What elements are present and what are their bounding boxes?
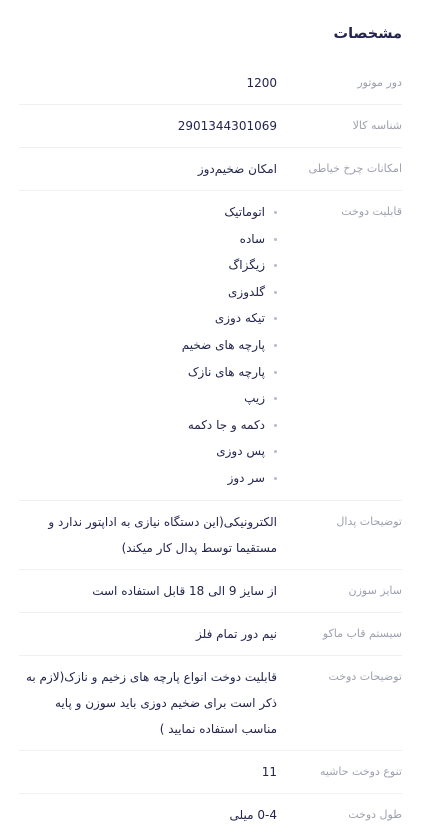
list-item: پارچه های ضخیم <box>19 332 277 359</box>
spec-label: دور موتور <box>357 76 402 89</box>
spec-value: 11 <box>261 764 277 779</box>
list-item: زیگزاگ <box>19 252 277 279</box>
list-item: سر دوز <box>19 465 277 492</box>
bullet-icon <box>274 291 277 294</box>
list-item: گلدوزی <box>19 279 277 306</box>
spec-value: 2901344301069 <box>177 119 277 133</box>
bullet-icon <box>274 344 277 347</box>
spec-value: امکان ضخیم‌دوز <box>197 162 277 176</box>
spec-row-needle-size <box>19 570 402 613</box>
spec-label: سیستم قاب ماکو <box>322 626 402 640</box>
list-item: پارچه های نازک <box>19 359 277 386</box>
spec-row-stitch-desc <box>19 656 402 751</box>
spec-label: شناسه کالا <box>352 119 402 132</box>
bullet-icon <box>274 264 277 267</box>
bullet-icon <box>274 450 277 453</box>
spec-row-motor-speed <box>19 62 402 105</box>
spec-label: طول دوخت <box>348 807 402 821</box>
spec-value: 0-4 میلی <box>229 807 277 822</box>
spec-value <box>19 199 277 492</box>
bullet-icon <box>274 211 277 214</box>
spec-label: تنوع دوخت حاشیه <box>319 764 402 778</box>
bullet-icon <box>274 371 277 374</box>
spec-label: قابلیت دوخت <box>341 205 402 218</box>
list-item: تیکه دوزی <box>19 305 277 332</box>
spec-row-pedal-desc <box>19 501 402 570</box>
spec-row-shuttle-system <box>19 613 402 656</box>
spec-value: نیم دور تمام فلز <box>195 626 277 641</box>
list-item: اتوماتیک <box>19 199 277 226</box>
list-item: دکمه و جا دکمه <box>19 412 277 439</box>
spec-list <box>19 62 402 836</box>
spec-label: توضیحات دوخت <box>328 669 402 683</box>
spec-row-product-id <box>19 105 402 148</box>
spec-value: از سایز 9 الی 18 قابل استفاده است <box>92 583 277 598</box>
list-item: زیپ <box>19 385 277 412</box>
spec-row-stitch-capability <box>19 191 402 501</box>
spec-row-stitch-length <box>19 794 402 836</box>
bullet-icon <box>274 317 277 320</box>
bullet-icon <box>274 397 277 400</box>
spec-value: 1200 <box>246 76 277 90</box>
spec-label: سایز سوزن <box>348 583 402 597</box>
stitch-capability-list <box>19 199 277 492</box>
bullet-icon <box>274 424 277 427</box>
list-item: پس دوزی <box>19 438 277 465</box>
spec-row-edge-stitch-variety <box>19 751 402 794</box>
spec-value: الکترونیکی(این دستگاه نیازی به اداپتور ندارد و مستقیما توسط پدال کار میکند) <box>48 514 277 555</box>
bullet-icon <box>274 477 277 480</box>
spec-value: قابلیت دوخت انواع پارچه های زخیم و نازک(لازم به ذکر است برای ضخیم دوزی باید سوزن و پایه مناسب استفاده نمایید ) <box>25 669 277 736</box>
section-title: مشخصات <box>333 26 402 42</box>
list-item: ساده <box>19 226 277 253</box>
spec-row-handwheel <box>19 148 402 191</box>
spec-label: امکانات چرخ خیاطی <box>308 162 402 175</box>
spec-label: توضیحات پدال <box>336 514 402 528</box>
bullet-icon <box>274 238 277 241</box>
